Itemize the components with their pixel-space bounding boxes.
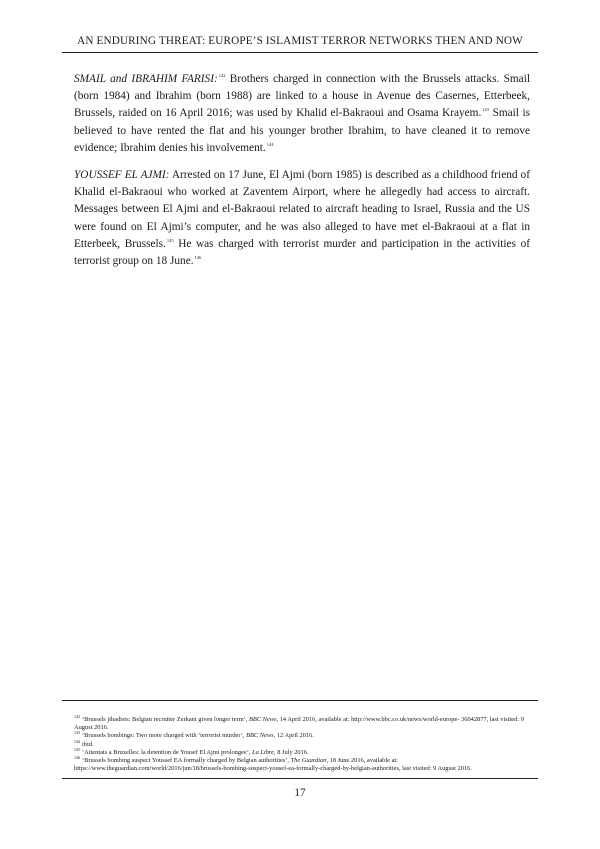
footnote-text: ‘Brussels bombing suspect Youssef EA formally charged by Belgian authorities’, xyxy=(82,757,291,765)
entry-name: YOUSSEF EL AJMI: xyxy=(74,169,170,182)
entry-name: SMAIL and IBRAHIM FARISI: xyxy=(74,73,218,85)
entry-text: He was charged with terrorist murder and participation in the activities of terrorist group on 18 June. xyxy=(74,237,530,268)
footnote-item xyxy=(74,716,534,732)
footnote-ref[interactable]: 146 xyxy=(194,255,202,261)
footnote-ref[interactable]: 142 xyxy=(218,73,226,78)
entry-text: Smail is believed to have rented the flat and his younger brother Ibrahim, to have cleaned it to remove evidence; Ibrahim denies his involvement. xyxy=(74,107,530,154)
footnote-text: ‘Attentats a Bruxelles: la detention de Yousef El Ajmi prolongee’, xyxy=(82,748,253,756)
footnote-text: ‘Brussels jihadists: Belgian recruiter Zerkani given longer term’, xyxy=(82,716,249,723)
entry-farisi xyxy=(74,71,530,157)
footnote-text: , 18 June 2016, available at: https://www.theguardian.com/world/2016/jun/18/brussels-bombing-suspect-yousef-ea-formally-charged-by-belgian-authorities, last visited: 9 August 2016. xyxy=(74,757,472,773)
footnote-item xyxy=(74,746,534,757)
main-text xyxy=(74,71,530,280)
footnote-number: 146 xyxy=(74,755,80,761)
footnote-source: La Libre xyxy=(252,748,274,756)
entry-text: Brothers charged in connection with the Brussels attacks. Smail (born 1984) and Ibrahim (born 1988) are linked to a house in Avenue des Casernes, Etterbeek, Brussels, raided on 16 April 2016; was used by Khalid el-Bakraoui and Osama Krayem. xyxy=(74,73,530,120)
footnote-ref[interactable]: 144 xyxy=(266,141,274,147)
footnote-number: 143 xyxy=(74,730,80,736)
page-number: 17 xyxy=(294,787,306,799)
footnote-number: 144 xyxy=(74,738,80,744)
header-divider xyxy=(62,52,538,53)
footnote-source: The Guardian xyxy=(290,757,327,765)
entry-text: Arrested on 17 June, El Ajmi (born 1985) is described as a childhood friend of Khalid el-Bakraoui who worked at Zaventem Airport, where he allegedly had access to aircraft. Messages between El Ajmi and el-Bakraoui related to aircraft heading to Israel, Russia and the US were found on El Ajmi’s computer, and he was also alleged to have met el-Bakraoui at a flat in Etterbeek, Brussels. xyxy=(74,169,530,250)
footnote-number: 145 xyxy=(74,746,80,752)
footnote-text: , 14 April 2016, available at: http://www.bbc.co.uk/news/world-europe- 36042877, last visited: 9 August 2016. xyxy=(74,716,524,732)
footnote-source: BBC News xyxy=(249,716,277,723)
footnote-ref[interactable]: 143 xyxy=(482,107,490,113)
bottom-divider xyxy=(62,778,538,779)
footnote-item xyxy=(74,732,534,740)
footnote-item xyxy=(74,757,534,773)
footnote-item xyxy=(74,738,534,749)
running-header: AN ENDURING THREAT: EUROPE’S ISLAMIST TERROR NETWORKS THEN AND NOW xyxy=(77,35,523,47)
footnote-ref[interactable]: 145 xyxy=(166,237,174,243)
footnote-text: ibid. xyxy=(82,740,94,748)
footnote-text: , 12 April 2016. xyxy=(273,732,314,740)
footnote-number: 142 xyxy=(74,714,80,719)
footnotes xyxy=(74,716,534,773)
footnote-text: ‘Brussels bombings: Two more charged with ‘terrorist murder’, xyxy=(82,732,247,740)
footnote-source: BBC News xyxy=(246,732,274,740)
footnote-text: , 8 July 2016. xyxy=(274,748,309,756)
footnote-divider xyxy=(62,700,538,701)
entry-el-ajmi xyxy=(74,167,530,270)
